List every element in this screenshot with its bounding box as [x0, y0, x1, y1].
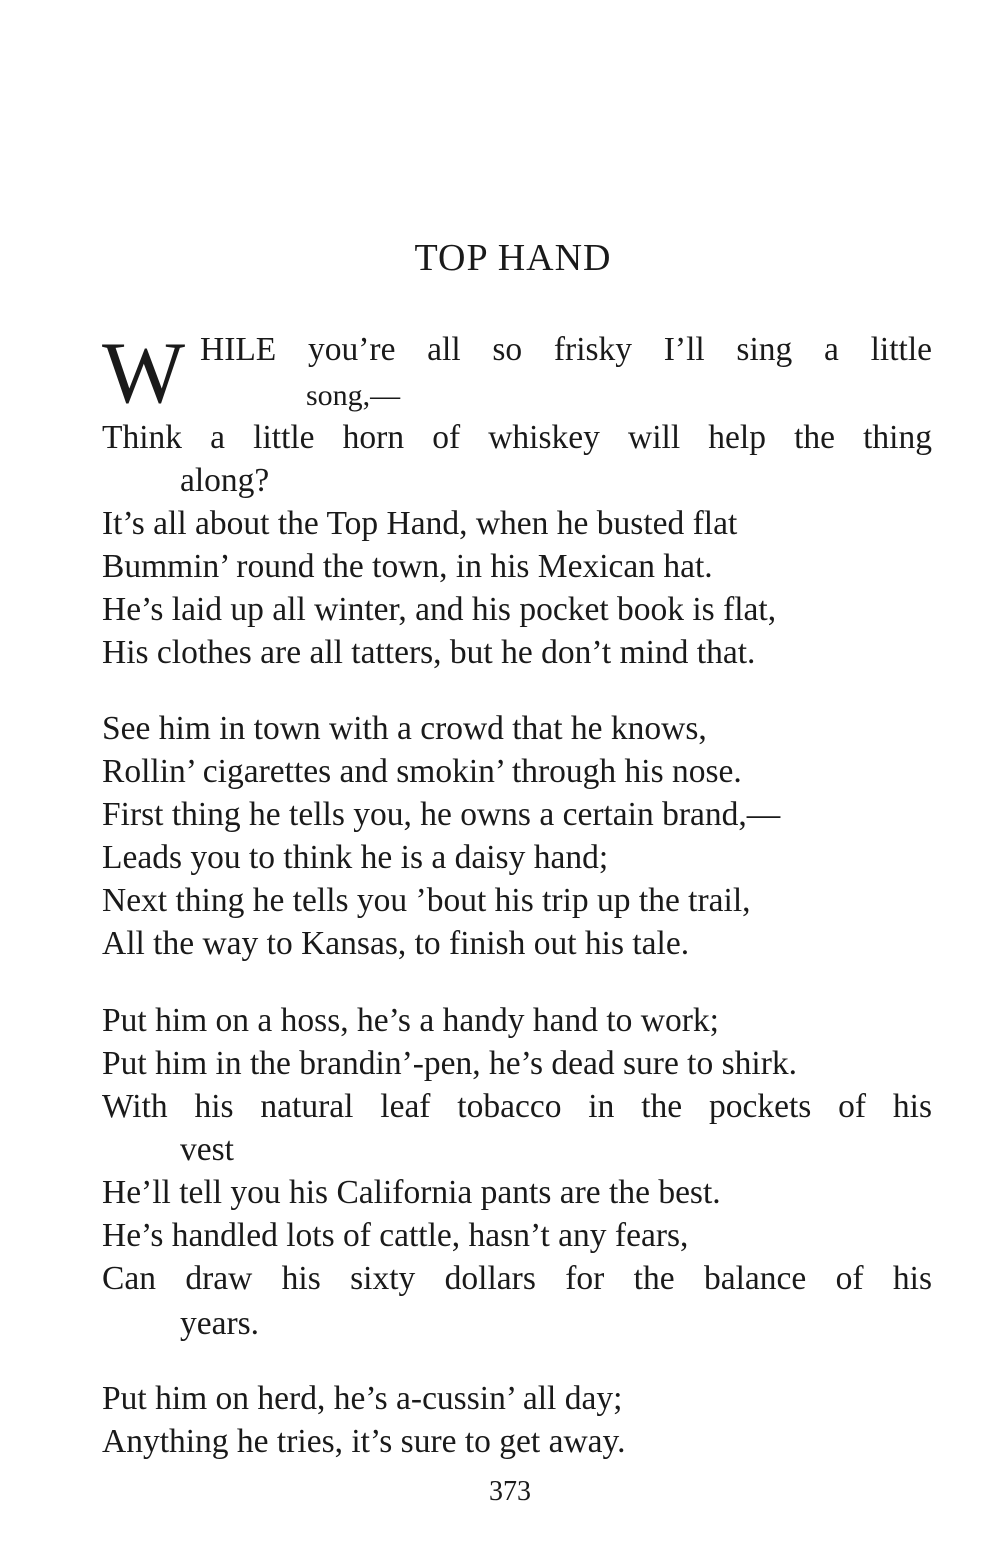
poem-line: Leads you to think he is a daisy hand; [102, 839, 609, 876]
poem-title: TOP HAND [414, 237, 612, 279]
poem-line-continuation: years. [180, 1305, 260, 1342]
drop-cap: W [102, 325, 186, 422]
poem-line: Put him in the brandin’-pen, he’s dead sure to shirk. [102, 1045, 797, 1082]
poem-line: See him in town with a crowd that he knows, [102, 710, 707, 747]
poem-line: Think a little horn of whiskey will help the thing [102, 419, 932, 456]
poem-line: His clothes are all tatters, but he don’t mind that. [102, 634, 756, 671]
page-number: 373 [489, 1476, 531, 1507]
poem-line: All the way to Kansas, to finish out his tale. [102, 925, 690, 962]
poem-line: He’ll tell you his California pants are the best. [102, 1174, 721, 1211]
poem-line-continuation: along? [180, 462, 270, 499]
poem-line: HILE you’re all so frisky I’ll sing a little [200, 331, 932, 368]
poem-line: Bummin’ round the town, in his Mexican hat. [102, 548, 713, 585]
poem-line: Put him on herd, he’s a-cussin’ all day; [102, 1380, 623, 1417]
poem-line: Can draw his sixty dollars for the balance of his [102, 1260, 932, 1297]
poem-line: He’s laid up all winter, and his pocket book is flat, [102, 591, 777, 628]
poem-line: Anything he tries, it’s sure to get away. [102, 1423, 626, 1460]
poem-line: Rollin’ cigarettes and smokin’ through his nose. [102, 753, 742, 790]
poem-line-continuation: song,— [306, 379, 401, 412]
poem-line: Put him on a hoss, he’s a handy hand to work; [102, 1002, 719, 1039]
poem-line-continuation: vest [180, 1131, 234, 1168]
poem-line: Next thing he tells you ’bout his trip up the trail, [102, 882, 751, 919]
poem-line: With his natural leaf tobacco in the pockets of his [102, 1088, 932, 1125]
poem-line: It’s all about the Top Hand, when he busted flat [102, 505, 738, 542]
poem-line: First thing he tells you, he owns a certain brand,— [102, 796, 781, 833]
poem-line: He’s handled lots of cattle, hasn’t any fears, [102, 1217, 689, 1254]
